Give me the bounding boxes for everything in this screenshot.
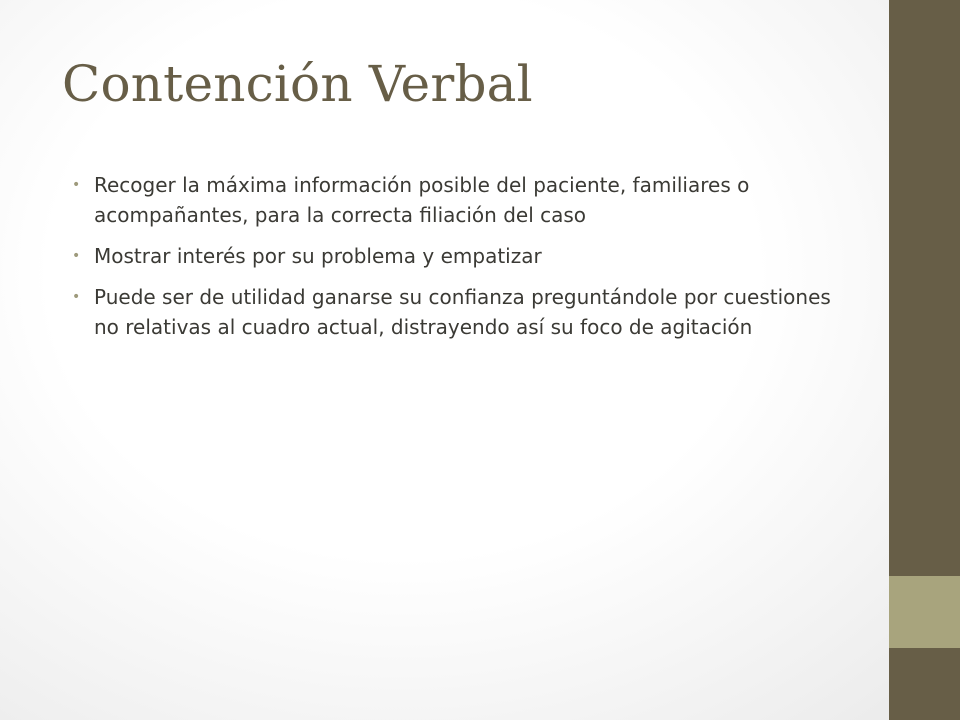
bullet-item	[72, 241, 842, 271]
decorative-sidebar	[889, 0, 960, 720]
bullet-text: Puede ser de utilidad ganarse su confianza preguntándole por cuestiones no relativas al cuadro actual, distrayendo así su foco de agitación	[94, 285, 831, 339]
bullet-text: Mostrar interés por su problema y empatizar	[94, 244, 542, 268]
bullet-dot-icon: •	[72, 248, 81, 264]
bullet-item	[72, 282, 842, 342]
bullet-dot-icon: •	[72, 177, 81, 193]
bullet-item	[72, 170, 842, 230]
sidebar-band-accent	[889, 576, 960, 648]
sidebar-band-top	[889, 0, 960, 576]
bullet-list	[72, 170, 842, 353]
bullet-dot-icon: •	[72, 289, 81, 305]
sidebar-band-bottom	[889, 648, 960, 720]
slide-title: Contención Verbal	[62, 55, 533, 113]
bullet-text: Recoger la máxima información posible del paciente, familiares o acompañantes, para la correcta filiación del caso	[94, 173, 750, 227]
